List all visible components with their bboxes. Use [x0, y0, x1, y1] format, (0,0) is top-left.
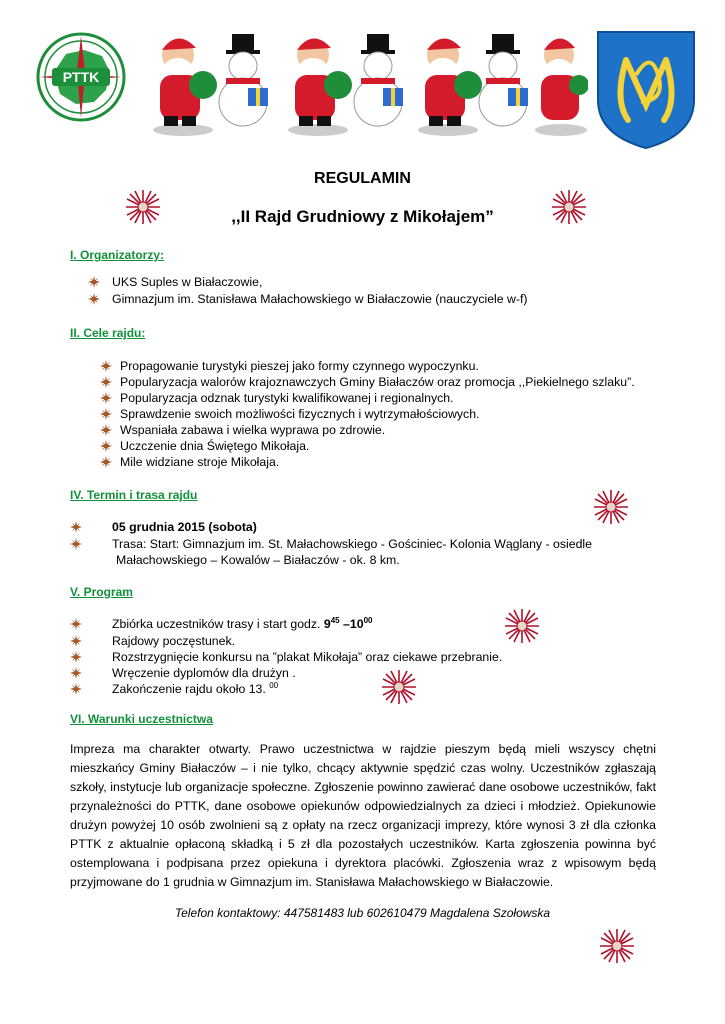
coat-of-arms	[596, 30, 696, 150]
paragraph-line: Impreza ma charakter otwarty. Prawo uczestnictwa w rajdzie pieszym będą mieli wszyscy chętni	[70, 742, 656, 756]
bullet-star-icon	[100, 392, 112, 404]
paragraph-line: ostemplowana i podpisana przez opiekuna i dyrektora placówki. Zgłoszenia wraz z wpisowym będą	[70, 856, 656, 870]
santa-figure	[535, 38, 588, 136]
event-subtitle: ,,II Rajd Grudniowy z Mikołajem”	[231, 207, 494, 226]
starburst-icon	[600, 929, 634, 963]
section-term-heading: IV. Termin i trasa rajdu	[70, 488, 198, 502]
santa-figure	[418, 38, 482, 136]
santa-figure	[153, 38, 217, 136]
bullet-star-icon	[100, 440, 112, 452]
list-item: UKS Suples w Białaczowie,	[112, 275, 263, 289]
list-item: Uczczenie dnia Świętego Mikołaja.	[120, 439, 310, 453]
conditions-paragraph	[70, 740, 656, 892]
paragraph-line: drużyn powyżej 10 osób zwolnieni są z opłaty na rzecz organizacji imprezy, które wynosi 3 zł dla członka	[70, 818, 656, 832]
list-item: Wręczenie dyplomów dla drużyn .	[112, 666, 296, 680]
paragraph-line: mieszkańcy Gminy Białaczów – i nie tylko, chcący aktywnie spędzić czas wolny. Uczestników zgłaszają	[70, 761, 656, 775]
page-title: REGULAMIN	[314, 170, 411, 187]
list-item: Mile widziane stroje Mikołaja.	[120, 455, 280, 469]
section-conditions-heading: VI. Warunki uczestnictwa	[70, 712, 213, 726]
bullet-star-icon	[70, 683, 82, 695]
bullet-star-icon	[70, 618, 82, 630]
starburst-icon	[552, 190, 586, 224]
santa-figure	[288, 38, 352, 136]
bullet-star-icon	[100, 408, 112, 420]
paragraph-line: przynależności do PTTK, dane osobowe opiekunów odpowiedzialnych za dzieci i młodzież. Opiekunowie	[70, 799, 656, 813]
bullet-star-icon	[100, 456, 112, 468]
paragraph-line: szkoły, instytucje lub organizacje społeczne. Zgłoszenie powinno zawierać dane osobowe uczestników, fakt	[70, 780, 656, 794]
svg-text:PTTK: PTTK	[62, 69, 100, 85]
list-item: Zakończenie rajdu około 13. $^{00}$	[112, 680, 279, 696]
list-item: Rajdowy poczęstunek.	[112, 634, 236, 648]
bullet-star-icon	[70, 651, 82, 663]
route-line: Trasa: Start: Gimnazjum im. St. Małachowskiego - Gościniec- Kolonia Wąglany - osiedle	[112, 537, 592, 551]
bullet-star-icon	[70, 667, 82, 679]
bullet-star-icon	[88, 293, 100, 305]
snowman-figure	[479, 34, 528, 126]
list-item: Propagowanie turystyki pieszej jako formy czynnego wypoczynku.	[120, 359, 479, 373]
list-item: Popularyzacja walorów krajoznawczych Gminy Białaczów oraz promocja ,,Piekielnego szlaku”.	[120, 375, 635, 389]
paragraph-line: PTTK z aktualnie opłaconą składką i 5 zł dla pozostałych uczestników. Karta zgłoszenia powinna być	[70, 837, 656, 851]
list-item: Rozstrzygnięcie konkursu na ”plakat Mikołaja” oraz ciekawe przebranie.	[112, 650, 503, 664]
bullet-star-icon	[70, 521, 82, 533]
route-line: Małachowskiego – Kowalów – Białaczów - ok. 8 km.	[116, 553, 400, 567]
bullet-star-icon	[70, 635, 82, 647]
bullet-star-icon	[100, 424, 112, 436]
list-item: Popularyzacja odznak turystyki kwalifikowanej i regionalnych.	[120, 391, 454, 405]
santa-snowman-banner	[148, 30, 588, 140]
event-date: 05 grudnia 2015 (sobota)	[112, 520, 257, 534]
starburst-icon	[382, 670, 416, 704]
section-program-heading: V. Program	[70, 585, 133, 599]
section-goals-heading: II. Cele rajdu:	[70, 326, 146, 340]
list-item: Gimnazjum im. Stanisława Małachowskiego w Białaczowie (nauczyciele w-f)	[112, 292, 528, 306]
list-item: Zbiórka uczestników trasy i start godz. $9^{45}$ $-10^{00}$	[112, 615, 373, 631]
snowman-figure	[354, 34, 403, 126]
list-item: Sprawdzenie swoich możliwości fizycznych i wytrzymałościowych.	[120, 407, 480, 421]
section-organizers-heading: I. Organizatorzy:	[70, 248, 165, 262]
list-item: Wspaniała zabawa i wielka wyprawa po zdrowie.	[120, 423, 386, 437]
bullet-star-icon	[100, 360, 112, 372]
starburst-icon	[126, 190, 160, 224]
bullet-star-icon	[100, 376, 112, 388]
starburst-icon	[594, 490, 628, 524]
paragraph-line: przyjmowane do 1 grudnia w Gimnazjum im. Stanisława Małachowskiego w Białaczowie.	[70, 875, 554, 889]
pttk-logo	[36, 32, 126, 122]
bullet-star-icon	[70, 538, 82, 550]
snowman-figure	[219, 34, 268, 126]
bullet-star-icon	[88, 276, 100, 288]
starburst-icon	[505, 609, 539, 643]
contact-phone: Telefon kontaktowy: 447581483 lub 602610479 Magdalena Szołowska	[174, 906, 551, 920]
